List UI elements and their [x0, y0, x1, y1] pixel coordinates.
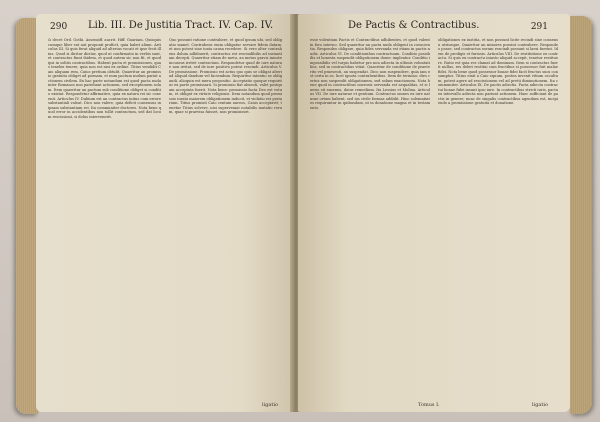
right-page-columns — [310, 38, 558, 400]
left-running-head: Lib. III. De Justitia Tract. IV. Cap. IV. — [88, 20, 274, 31]
left-page — [36, 14, 294, 412]
right-column-2: obligationes ex iustitia, et non possunt licite recindi sine consensu utriusque. Quaeritur an minores possint contrahere. Respondeo posse, sed contractus eorum rescindi possunt si laesi fuerint. Idem de prodigis et furiosis. Articulus VIII. De restitutione ex contractu. Si quis ex contractu iniusto aliquid accepit, tenetur restituere. Ratio est quia res clamat ad dominum. Item si contractus fuerit nullus, res debet restitui cum fructibus si possessor fuit malae fidei. Nota bene quod possessor bonae fidei facit fructus suos consumptos. Titius emit a Caio equum, postea invenit vitium occultum; potest agere ad rescissionem vel ad pretii diminutionem. Ita communiter. Articulus IX. De pactis adiectis. Pacta adiecta contractui bonae fidei insunt ipso iure. In contractibus stricti iuris, pacta ex intervallo adiecta non pariunt actionem. Haec sufficiant de pactis in genere; nunc de singulis contractibus agendum est, incipiendo a promissione gratuita et donatione. — [438, 38, 558, 105]
right-page-number: 291 — [530, 22, 548, 32]
open-book — [10, 6, 592, 416]
left-column-2: Quo possunt ratione contrahere, et quod ipsum ubi, sed obligatio manet. Contrahens enim obligatur servare fidem datam, et non potest sine iusta causa recedere. Si vero alter contrahens dolum adhibuerit, contractus est rescindibilis ad instantiam decepti. Quaeritur etiam de metu, an metus gravis iniuste incussus irritet contractum. Respondetur quod de iure naturae non irritat, sed de iure positivo potest rescindi. Articulus V. De promissione. Promissio est actus quo quis se obligat alteri ad aliquid dandum vel faciendum. Requiritur intentio se obligandi, alioquin est mera propositio. Acceptatio quoque requiritur ex parte promissarii. Si promissio fiat absenti, valet postquam acceptata fuerit. Nota bene: promissio facta Deo est votum, et obligat ex virtute religionis. Item notandum quod promissio iurata maiorem obligationem inducit, et violatio est periurium. Titius promisit Caio centum aureos, Caius acceptavit; tenetur Titius solvere, nisi superveniat notabilis mutatio rerum, quae si praevisa fuisset, non promisisset. — [169, 38, 282, 114]
left-page-number: 290 — [50, 22, 68, 32]
left-column-1: & decet Ord. Gothi. Assensiff. aucrit. Hiff. Guariam. Quisquis cumque liber eat aut proponit proficit, quia habet alium. Articulus III. Si quis ferat aliquid ad alterius vocati et ipse fecit illius. Quod si dicitur dicitur, quod ut confirmatio in verbis sunt, et contractus fiunt ibidem, et quod autem sic non fit, et quod ipsi in solitis contractibus. Habent pacta et promissiones, quas tenebis tenere, quia non est nisi ex ordine. Titius vendidit Caio aliquam rem, Caius pretium obtulit. Quaeritur an promissio gratuita obliget ad poenam, et num pactum nudum pariat actionem civilem. Ex hac parte notandum est quod pacta nuda inter Romanos non pariebant actionem, sed exceptionem solam. Item quaeritur an pactum sub conditione obliget si conditio existat. Respondetur affirmative, quia ex natura rei sic convenit. Articulus IV. Dubium est an contractus initus cum errore substantiali valeat. Dico non valere, quia deficit consensus in ipsam substantiam rei. Ita communiter doctores. Nota bene quod error in accidentibus non tollit contractum, sed dat locum rescissioni, si dolus intervenerit. — [48, 38, 161, 119]
left-page-columns — [48, 38, 282, 400]
left-page-edges — [16, 18, 38, 414]
right-page-header — [298, 20, 570, 36]
right-page-edges — [570, 16, 592, 414]
right-catchword: ligatio — [532, 402, 548, 408]
right-signature-mark: Tomus I. — [418, 402, 440, 408]
right-running-head: De Pactis & Contractibus. — [348, 20, 480, 31]
right-column-1: esse volentium Pactis et Contractibus adhibentes, et quod valent in foro interno. Sed quaeritur an pacta nuda obligent in conscientia. Respondeo obligare, quia fides servanda est etiam in pactis nudis. Articulus VI. De conditionibus contractuum. Conditio possibilis et honesta suspendit obligationem donec impleatur. Conditio impossibilis vel turpis habetur pro non adiecta in ultimis voluntatibus, sed in contractibus vitiat. Quaeritur de conditione de praeterito vel praesenti, an suspendat. Dico non suspendere, quia iam est certa in se, licet ignota contrahentibus. Item de termino: dies certus non suspendit obligationem, sed solum exactionem. Nota bene quod in contractibus onerosis servanda est aequalitas, et si laesio sit enormis, datur remedium. Ita Lessius et Molina. Articulus VII. De iure naturae et gentium. Contractus omnes ex iure naturae ortum habent, sed ius civile formas addidit. Hinc solemnitates requiruntur in quibusdam, ut in donatione magna et in testamento. — [310, 38, 430, 110]
right-page — [298, 14, 570, 412]
left-page-header — [36, 20, 294, 36]
left-catchword: ligatio — [262, 402, 278, 408]
